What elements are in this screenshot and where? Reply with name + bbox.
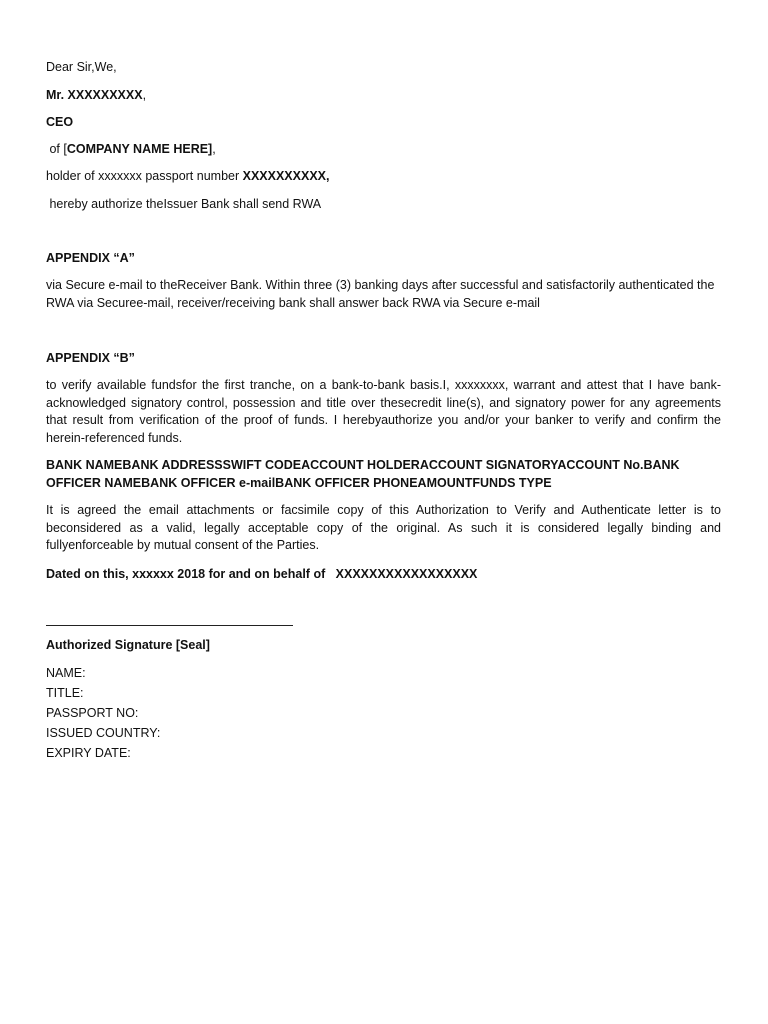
signer-name	[46, 87, 146, 103]
bank-fields-list: BANK NAMEBANK ADDRESSSWIFT CODEACCOUNT HOLDERACCOUNT SIGNATORYACCOUNT No.BANK OFFICER NAMEBANK OFFICER e-mailBANK OFFICER PHONEAMOUNTFUNDS TYPE	[46, 458, 680, 490]
company-name: COMPANY NAME HERE]	[66, 142, 213, 156]
field-issued-country: ISSUED COUNTRY:	[46, 726, 161, 740]
holder-prefix: holder of xxxxxxx passport number	[46, 169, 243, 183]
field-name: NAME:	[46, 666, 86, 680]
dated-line: Dated on this, xxxxxx 2018 for and on behalf of XXXXXXXXXXXXXXXXX	[46, 567, 478, 581]
company-line	[46, 141, 216, 157]
signer-name-comma: ,	[142, 88, 147, 102]
authorize-line: hereby authorize theIssuer Bank shall send RWA	[46, 197, 322, 211]
company-suffix: ,	[212, 142, 216, 156]
passport-holder-line	[46, 168, 329, 184]
appendix-a-heading: APPENDIX “A”	[46, 251, 135, 265]
appendix-b-heading: APPENDIX “B”	[46, 351, 135, 365]
signer-title: CEO	[46, 115, 74, 129]
field-title: TITLE:	[46, 686, 84, 700]
company-prefix: of [	[46, 142, 67, 156]
appendix-b-body: to verify available fundsfor the first tranche, on a bank-to-bank basis.I, xxxxxxxx, warrant and attest that I have bank-acknowledged signatory control, possession and title over thesecredit line(s), and signatory power for any agreements that result from verification of the proof of funds. I herebyauthorize you and/or your banker to verify and confirm the herein-referenced funds.	[46, 378, 721, 445]
field-expiry-date: EXPIRY DATE:	[46, 746, 131, 760]
field-passport: PASSPORT NO:	[46, 706, 139, 720]
letter-page	[46, 0, 721, 1024]
appendix-a-body: via Secure e-mail to theReceiver Bank. Within three (3) banking days after successful and satisfactorily authenticated the RWA via Securee-mail, receiver/receiving bank shall answer back RWA via Secure e-mail	[46, 278, 715, 310]
signature-line	[46, 625, 293, 626]
signature-label: Authorized Signature [Seal]	[46, 638, 210, 652]
passport-number: XXXXXXXXXX,	[242, 169, 330, 183]
signer-name-text: Mr. XXXXXXXXX	[46, 88, 143, 102]
agreement-paragraph: It is agreed the email attachments or facsimile copy of this Authorization to Verify and Authenticate letter is to beconsidered as a valid, legally acceptable copy of the original. As such it is considered legally binding and fullyenforceable by mutual consent of the Parties.	[46, 503, 721, 552]
salutation: Dear Sir,We,	[46, 60, 117, 74]
